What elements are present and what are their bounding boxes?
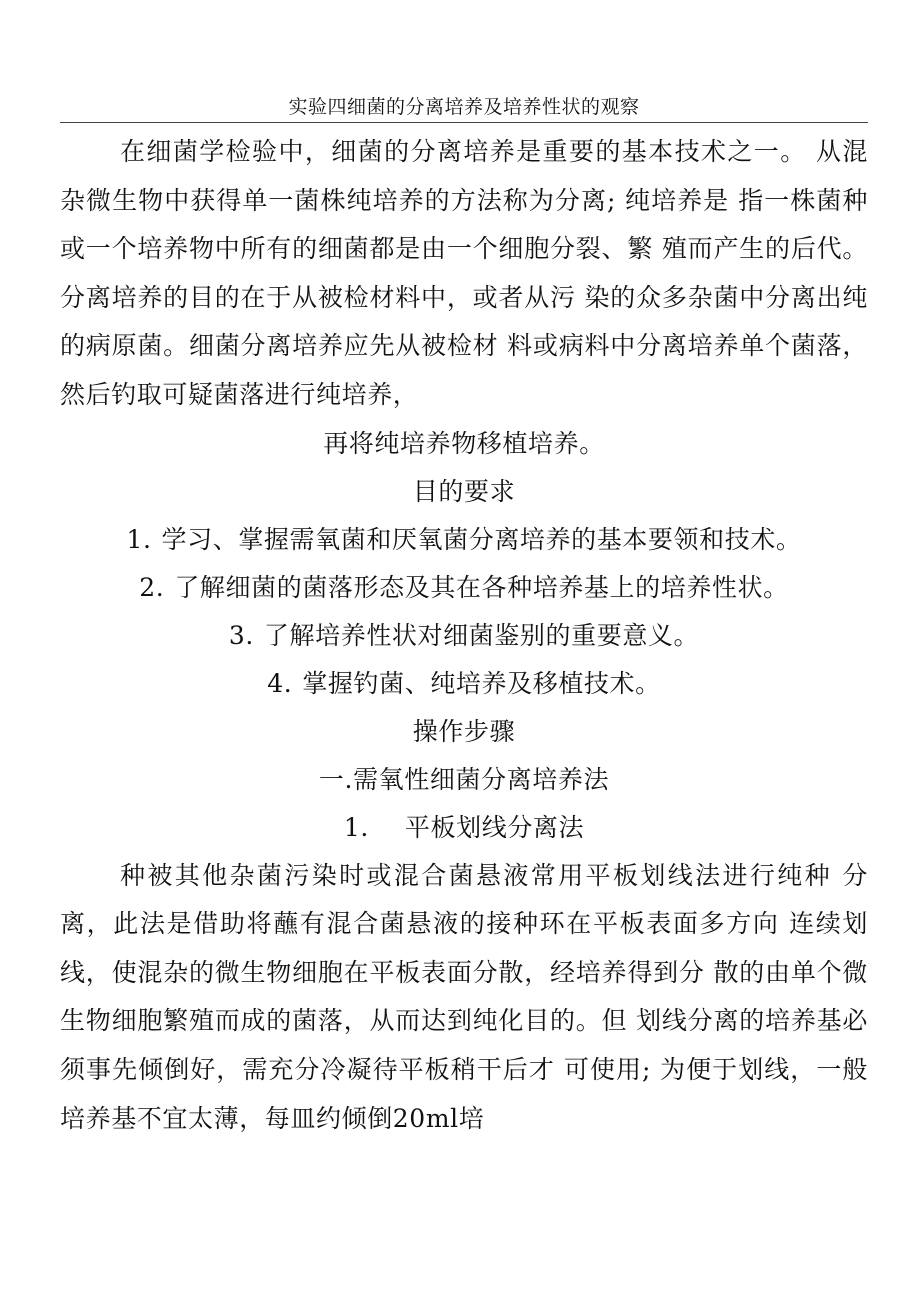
subsection-number: 1. <box>343 812 369 842</box>
objective-item-2 <box>60 564 868 612</box>
subsection-title <box>60 804 868 852</box>
intro-continuation: 再将纯培养物移植培养。 <box>323 428 605 458</box>
objective-item-3 <box>60 612 868 660</box>
intro-paragraph: 在细菌学检验中，细菌的分离培养是重要的基本技术之一。 从混杂微生物中获得单一菌株纯培养的方法称为分离; 纯培养是 指一株菌种或一个培养物中所有的细菌都是由一个细胞分裂、繁 殖而产生的后代。分离培养的目的在于从被检材料中，或者从污 染的众多杂菌中分离出纯的病原菌。细菌分离培养应先从被检材 料或病料中分离培养单个菌落，然后钓取可疑菌落进行纯培养， <box>60 137 868 409</box>
objectives-heading: 目的要求 <box>412 476 516 506</box>
objective-text: 了解细菌的菌落形态及其在各种培养基上的培养性状。 <box>174 572 789 602</box>
objective-item-1 <box>60 516 868 564</box>
objective-number: 4. <box>267 668 293 698</box>
document-body <box>60 128 868 1143</box>
objective-text: 学习、掌握需氧菌和厌氧菌分离培养的基本要领和技术。 <box>161 524 802 554</box>
objective-text: 了解培养性状对细菌鉴别的重要意义。 <box>263 620 700 650</box>
page-header-title: 实验四细菌的分离培养及培养性状的观察 <box>288 96 640 118</box>
procedure-heading: 操作步骤 <box>412 716 516 746</box>
objective-number: 2. <box>139 572 165 602</box>
procedure-paragraph: 种被其他杂菌污染时或混合菌悬液常用平板划线法进行纯种 分离，此法是借助将蘸有混合菌悬液的接种环在平板表面多方向 连续划线，使混杂的微生物细胞在平板表面分散，经培养得到分 散的由单个微生物细胞繁殖而成的菌落，从而达到纯化目的。但 划线分离的培养基必须事先倾倒好，需充分冷凝待平板稍干后才 可使用; 为便于划线，一般培养基不宜太薄，每皿约倾倒20ml培 <box>60 860 868 1133</box>
section-title: 一.需氧性细菌分离培养法 <box>318 764 610 794</box>
objective-number: 3. <box>228 620 254 650</box>
header-divider <box>60 122 868 123</box>
objective-number: 1. <box>126 524 152 554</box>
objective-item-4 <box>60 660 868 708</box>
objective-text: 掌握钓菌、纯培养及移植技术。 <box>302 668 661 698</box>
subsection-label: 平板划线分离法 <box>404 812 585 842</box>
